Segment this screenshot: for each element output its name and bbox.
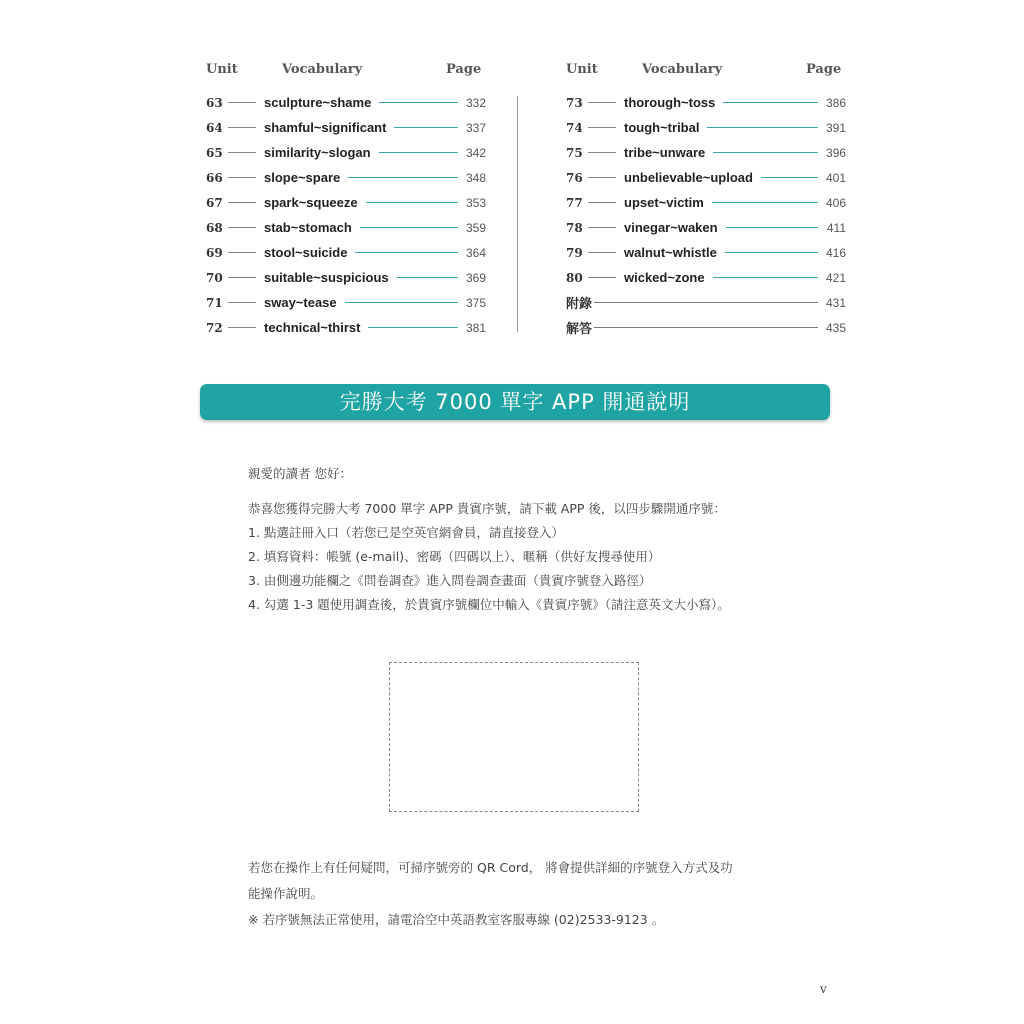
toc-row — [566, 140, 846, 165]
toc-vocabulary: shamful~significant — [264, 120, 387, 135]
leader-line — [228, 227, 256, 228]
leader-line — [588, 127, 616, 128]
toc-unit: 71 — [206, 295, 223, 310]
leader-line — [228, 302, 256, 303]
leader-line — [228, 152, 256, 153]
toc-rows — [566, 90, 846, 340]
toc-vocabulary: sculpture~shame — [264, 95, 372, 110]
leader-line — [394, 127, 458, 128]
leader-line — [228, 177, 256, 178]
leader-line — [707, 127, 818, 128]
toc-vocabulary: tribe~unware — [624, 145, 706, 160]
page-number: v — [820, 982, 827, 996]
toc-column-right — [566, 58, 846, 340]
toc-unit: 72 — [206, 320, 223, 335]
toc-unit: 66 — [206, 170, 223, 185]
toc-row — [566, 215, 846, 240]
toc-vocabulary: technical~thirst — [264, 320, 361, 335]
toc-page: 364 — [465, 245, 486, 260]
toc-page: 416 — [825, 245, 846, 260]
toc-page: 396 — [825, 145, 846, 160]
leader-line — [397, 277, 458, 278]
leader-line — [368, 327, 458, 328]
leader-line — [228, 327, 256, 328]
toc-unit: 65 — [206, 145, 223, 160]
toc-row — [206, 140, 486, 165]
toc-row — [206, 165, 486, 190]
toc-page: 342 — [465, 145, 486, 160]
leader-line — [588, 227, 616, 228]
footer-line-3: ※ 若序號無法正常使用，請電洽空中英語教室客服專線 (02)2533-9123 。 — [248, 912, 665, 927]
toc-row — [566, 90, 846, 115]
header-unit: Unit — [566, 62, 598, 77]
toc-row — [206, 190, 486, 215]
footer-notes — [248, 855, 808, 933]
toc-unit: 78 — [566, 220, 583, 235]
leader-line — [228, 127, 256, 128]
leader-line — [228, 102, 256, 103]
toc-vocabulary: sway~tease — [264, 295, 337, 310]
leader-line — [588, 177, 616, 178]
toc-unit: 解答 — [566, 322, 593, 337]
toc-vocabulary: slope~spare — [264, 170, 341, 185]
toc-vocabulary: upset~victim — [624, 195, 704, 210]
toc-page: 337 — [465, 120, 486, 135]
leader-line — [379, 102, 458, 103]
toc-vocabulary: wicked~zone — [624, 270, 705, 285]
leader-line — [588, 252, 616, 253]
toc-vocabulary: walnut~whistle — [624, 245, 717, 260]
footer-line-1: 若您在操作上有任何疑問，可掃序號旁的 QR Cord， 將會提供詳細的序號登入方式及功 — [248, 860, 733, 875]
toc-row — [206, 240, 486, 265]
toc-page: 401 — [825, 170, 846, 185]
leader-line — [713, 152, 818, 153]
app-activation-banner: 完勝大考 7000 單字 APP 開通說明 — [200, 384, 830, 420]
toc-page: 411 — [826, 220, 846, 235]
leader-line — [355, 252, 458, 253]
serial-card-placeholder — [389, 662, 639, 812]
leader-line — [726, 227, 818, 228]
toc-unit: 附錄 — [566, 297, 593, 312]
toc-vocabulary: suitable~suspicious — [264, 270, 389, 285]
toc-unit: 68 — [206, 220, 223, 235]
leader-line — [228, 202, 256, 203]
leader-line — [379, 152, 458, 153]
toc-unit: 63 — [206, 95, 223, 110]
leader-line — [366, 202, 458, 203]
toc-vocabulary: vinegar~waken — [624, 220, 718, 235]
toc-header — [206, 58, 486, 80]
header-page: Page — [806, 62, 842, 77]
toc-unit: 77 — [566, 195, 583, 210]
toc-unit: 80 — [566, 270, 583, 285]
leader-line — [594, 302, 818, 303]
toc-row — [206, 290, 486, 315]
toc-page: 406 — [825, 195, 846, 210]
toc-row — [566, 165, 846, 190]
toc-row — [566, 190, 846, 215]
leader-line — [725, 252, 818, 253]
toc-row — [206, 215, 486, 240]
toc-page: 375 — [465, 295, 486, 310]
leader-line — [228, 252, 256, 253]
header-vocabulary: Vocabulary — [282, 62, 363, 77]
greeting: 親愛的讀者 您好： — [248, 466, 352, 481]
toc-row — [206, 115, 486, 140]
toc-row — [566, 265, 846, 290]
header-page: Page — [446, 62, 482, 77]
toc-vocabulary: similarity~slogan — [264, 145, 371, 160]
leader-line — [348, 177, 458, 178]
toc-page: 381 — [465, 320, 486, 335]
toc-unit: 76 — [566, 170, 583, 185]
header-vocabulary: Vocabulary — [642, 62, 723, 77]
toc-page: 332 — [465, 95, 486, 110]
leader-line — [713, 277, 818, 278]
toc-unit: 67 — [206, 195, 223, 210]
toc-unit: 64 — [206, 120, 223, 135]
leader-line — [588, 202, 616, 203]
leader-line — [712, 202, 818, 203]
toc-unit: 73 — [566, 95, 583, 110]
leader-line — [588, 277, 616, 278]
step-3: 3. 由側邊功能欄之《問卷調查》進入問卷調查畫面（貴賓序號登入路徑） — [248, 573, 652, 588]
toc-rows — [206, 90, 486, 340]
leader-line — [761, 177, 818, 178]
toc-vocabulary: stab~stomach — [264, 220, 352, 235]
toc-page: 391 — [825, 120, 846, 135]
toc-page: 421 — [825, 270, 846, 285]
toc-vocabulary: unbelievable~upload — [624, 170, 753, 185]
toc-vocabulary: stool~suicide — [264, 245, 348, 260]
leader-line — [228, 277, 256, 278]
toc-row — [566, 240, 846, 265]
header-unit: Unit — [206, 62, 238, 77]
leader-line — [588, 102, 616, 103]
toc-header — [566, 58, 846, 80]
toc-row — [566, 315, 846, 340]
step-4: 4. 勾選 1-3 題使用調查後，於貴賓序號欄位中輸入《貴賓序號》（請注意英文大小寫）。 — [248, 597, 730, 612]
toc-vocabulary: tough~tribal — [624, 120, 700, 135]
toc-unit: 75 — [566, 145, 583, 160]
toc-page: 435 — [825, 320, 846, 335]
toc-page: 386 — [825, 95, 846, 110]
toc-unit: 79 — [566, 245, 583, 260]
instructions — [248, 462, 808, 617]
toc-row — [566, 115, 846, 140]
toc-unit: 74 — [566, 120, 583, 135]
toc-unit: 70 — [206, 270, 223, 285]
column-divider — [517, 96, 518, 332]
leader-line — [345, 302, 458, 303]
leader-line — [360, 227, 458, 228]
toc-page: 359 — [465, 220, 486, 235]
leader-line — [723, 102, 818, 103]
toc-row — [206, 315, 486, 340]
toc-page: 348 — [465, 170, 486, 185]
toc-vocabulary: spark~squeeze — [264, 195, 358, 210]
leader-line — [588, 152, 616, 153]
toc-page: 353 — [465, 195, 486, 210]
toc-row — [206, 265, 486, 290]
step-2: 2. 填寫資料：帳號 (e-mail)、密碼（四碼以上）、暱稱（供好友搜尋使用） — [248, 549, 661, 564]
toc-row — [566, 290, 846, 315]
step-1: 1. 點選註冊入口（若您已是空英官網會員，請直接登入） — [248, 525, 564, 540]
leader-line — [594, 327, 818, 328]
toc-vocabulary: thorough~toss — [624, 95, 716, 110]
toc-page: 431 — [825, 295, 846, 310]
footer-line-2: 能操作說明。 — [248, 886, 324, 901]
toc-unit: 69 — [206, 245, 223, 260]
toc-row — [206, 90, 486, 115]
toc-column-left — [206, 58, 486, 340]
intro-text: 恭喜您獲得完勝大考 7000 單字 APP 貴賓序號，請下載 APP 後，以四步驟開通序號： — [248, 501, 726, 516]
toc-page: 369 — [465, 270, 486, 285]
